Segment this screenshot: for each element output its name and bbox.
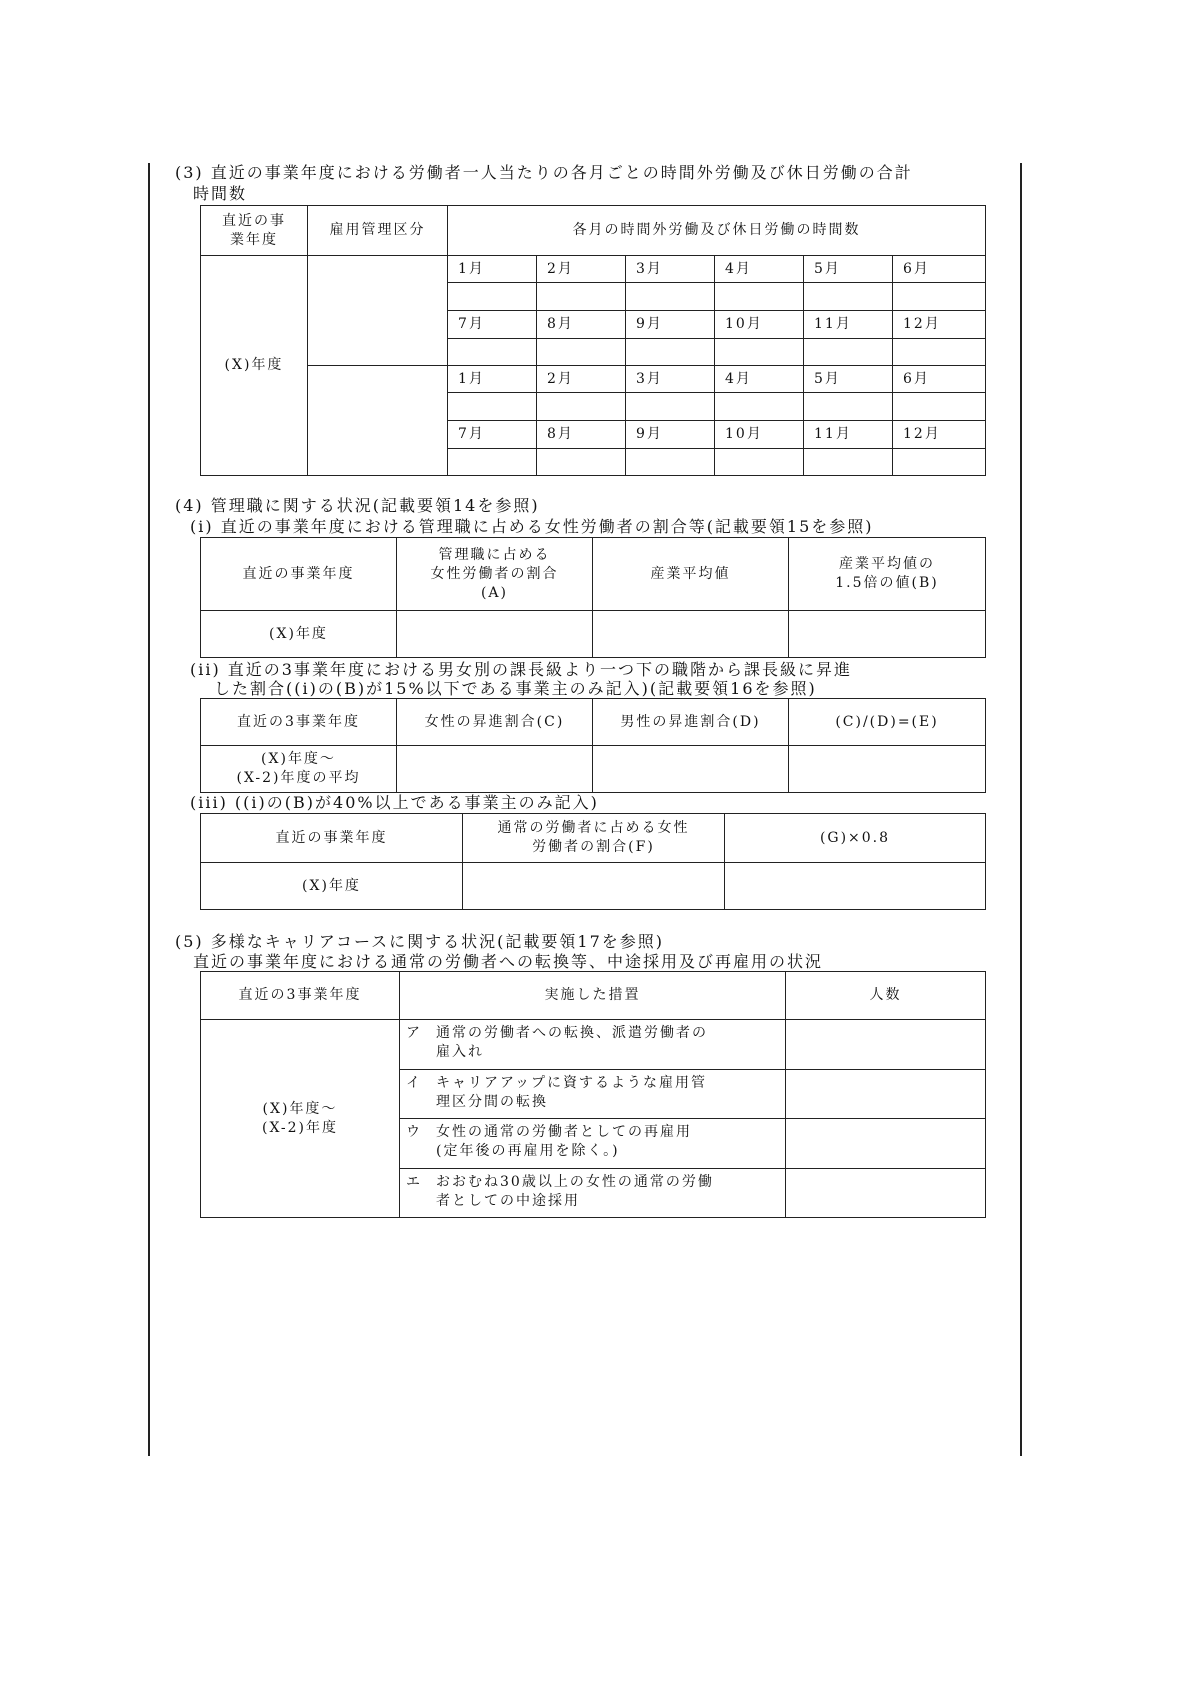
hours-input-cell[interactable] — [537, 283, 626, 311]
hours-input-cell[interactable] — [893, 283, 986, 311]
month-label: 6月 — [893, 256, 986, 283]
col-header-three-years: 直近の3事業年度 — [201, 699, 397, 746]
overtime-hours-table — [200, 205, 986, 476]
col-header-female-promotion: 女性の昇進割合(C) — [397, 699, 593, 746]
g-times-0-8-input[interactable] — [725, 863, 986, 910]
female-manager-ratio-input[interactable] — [397, 611, 593, 658]
headcount-input[interactable] — [786, 1070, 986, 1119]
hours-input-cell[interactable] — [448, 393, 537, 421]
section4-iii-heading: (iii) ((i)の(B)が40%以上である事業主のみ記入) — [190, 793, 599, 812]
col-header-measures: 実施した措置 — [400, 972, 786, 1020]
month-label: 5月 — [804, 366, 893, 393]
hours-input-cell[interactable] — [804, 339, 893, 366]
page-frame-right-border — [1020, 163, 1022, 1456]
hours-input-cell[interactable] — [804, 449, 893, 476]
col-header-fiscal-year: 直近の事業年度 — [201, 538, 397, 611]
employment-class-cell-1[interactable] — [308, 256, 448, 366]
section3-heading: (3) 直近の事業年度における労働者一人当たりの各月ごとの時間外労働及び休日労働の合計 — [175, 163, 913, 182]
female-manager-ratio-table — [200, 537, 986, 658]
section3-heading-cont: 時間数 — [193, 184, 248, 203]
career-course-table — [200, 971, 986, 1218]
hours-input-cell[interactable] — [715, 449, 804, 476]
month-label: 3月 — [626, 366, 715, 393]
hours-input-cell[interactable] — [715, 339, 804, 366]
month-label: 7月 — [448, 311, 537, 339]
measure-item: イ キャリアアップに資するような雇用管 理区分間の転換 — [400, 1070, 786, 1119]
month-label: 9月 — [626, 311, 715, 339]
hours-input-cell[interactable] — [448, 283, 537, 311]
col-header-g-times-0-8: (G)×0.8 — [725, 814, 986, 863]
month-label: 10月 — [715, 311, 804, 339]
month-label: 4月 — [715, 366, 804, 393]
headcount-input[interactable] — [786, 1119, 986, 1169]
col-header-year: 直近の事 業年度 — [201, 206, 308, 256]
employment-class-cell-2[interactable] — [308, 366, 448, 476]
month-label: 9月 — [626, 421, 715, 449]
period-cell: (X)年度〜 (X-2)年度 — [201, 1020, 400, 1218]
year-cell: (X)年度 — [201, 256, 308, 476]
col-header-employment-class: 雇用管理区分 — [308, 206, 448, 256]
col-header-monthly-hours: 各月の時間外労働及び休日労働の時間数 — [448, 206, 986, 256]
hours-input-cell[interactable] — [448, 449, 537, 476]
month-label: 2月 — [537, 366, 626, 393]
hours-input-cell[interactable] — [448, 339, 537, 366]
female-worker-ratio-input[interactable] — [463, 863, 725, 910]
section4-i-heading: (i) 直近の事業年度における管理職に占める女性労働者の割合等(記載要領15を参照) — [190, 517, 874, 536]
col-header-female-manager-ratio: 管理職に占める 女性労働者の割合 (A) — [397, 538, 593, 611]
hours-input-cell[interactable] — [893, 393, 986, 421]
promotion-ratio-table — [200, 698, 986, 793]
hours-input-cell[interactable] — [715, 393, 804, 421]
headcount-input[interactable] — [786, 1020, 986, 1070]
hours-input-cell[interactable] — [804, 393, 893, 421]
col-header-female-worker-ratio: 通常の労働者に占める女性 労働者の割合(F) — [463, 814, 725, 863]
ratio-e-input[interactable] — [789, 746, 986, 793]
month-label: 5月 — [804, 256, 893, 283]
month-label: 6月 — [893, 366, 986, 393]
industry-average-x1-5-input[interactable] — [789, 611, 986, 658]
hours-input-cell[interactable] — [804, 283, 893, 311]
hours-input-cell[interactable] — [626, 283, 715, 311]
month-label: 1月 — [448, 366, 537, 393]
female-worker-ratio-table — [200, 813, 986, 910]
page-frame-left-border — [148, 163, 150, 1456]
hours-input-cell[interactable] — [626, 393, 715, 421]
measure-item: エ おおむね30歳以上の女性の通常の労働 者としての中途採用 — [400, 1169, 786, 1218]
month-label: 10月 — [715, 421, 804, 449]
section5-subheading: 直近の事業年度における通常の労働者への転換等、中途採用及び再雇用の状況 — [193, 952, 824, 971]
col-header-headcount: 人数 — [786, 972, 986, 1020]
female-promotion-input[interactable] — [397, 746, 593, 793]
hours-input-cell[interactable] — [626, 339, 715, 366]
fiscal-year-cell: (X)年度 — [201, 863, 463, 910]
month-label: 1月 — [448, 256, 537, 283]
month-label: 11月 — [804, 311, 893, 339]
hours-input-cell[interactable] — [537, 339, 626, 366]
period-cell: (X)年度〜 (X-2)年度の平均 — [201, 746, 397, 793]
section4-ii-heading-cont: した割合((i)の(B)が15%以下である事業主のみ記入)(記載要領16を参照) — [214, 679, 817, 698]
male-promotion-input[interactable] — [593, 746, 789, 793]
section5-heading: (5) 多様なキャリアコースに関する状況(記載要領17を参照) — [175, 932, 664, 951]
month-label: 3月 — [626, 256, 715, 283]
col-header-industry-average-x1-5: 産業平均値の 1.5倍の値(B) — [789, 538, 986, 611]
measure-item: ア 通常の労働者への転換、派遣労働者の 雇入れ — [400, 1020, 786, 1070]
hours-input-cell[interactable] — [626, 449, 715, 476]
headcount-input[interactable] — [786, 1169, 986, 1218]
month-label: 4月 — [715, 256, 804, 283]
section4-heading: (4) 管理職に関する状況(記載要領14を参照) — [175, 496, 540, 515]
hours-input-cell[interactable] — [715, 283, 804, 311]
col-header-male-promotion: 男性の昇進割合(D) — [593, 699, 789, 746]
month-label: 11月 — [804, 421, 893, 449]
col-header-ratio-e: (C)/(D)=(E) — [789, 699, 986, 746]
month-label: 8月 — [537, 311, 626, 339]
hours-input-cell[interactable] — [893, 339, 986, 366]
hours-input-cell[interactable] — [537, 449, 626, 476]
month-label: 7月 — [448, 421, 537, 449]
measure-item: ウ 女性の通常の労働者としての再雇用 (定年後の再雇用を除く。) — [400, 1119, 786, 1169]
month-label: 8月 — [537, 421, 626, 449]
month-label: 12月 — [893, 421, 986, 449]
hours-input-cell[interactable] — [893, 449, 986, 476]
section4-ii-heading: (ii) 直近の3事業年度における男女別の課長級より一つ下の職階から課長級に昇進 — [190, 660, 852, 679]
industry-average-input[interactable] — [593, 611, 789, 658]
hours-input-cell[interactable] — [537, 393, 626, 421]
col-header-industry-average: 産業平均値 — [593, 538, 789, 611]
month-label: 12月 — [893, 311, 986, 339]
col-header-fiscal-year: 直近の事業年度 — [201, 814, 463, 863]
fiscal-year-cell: (X)年度 — [201, 611, 397, 658]
col-header-three-years: 直近の3事業年度 — [201, 972, 400, 1020]
month-label: 2月 — [537, 256, 626, 283]
